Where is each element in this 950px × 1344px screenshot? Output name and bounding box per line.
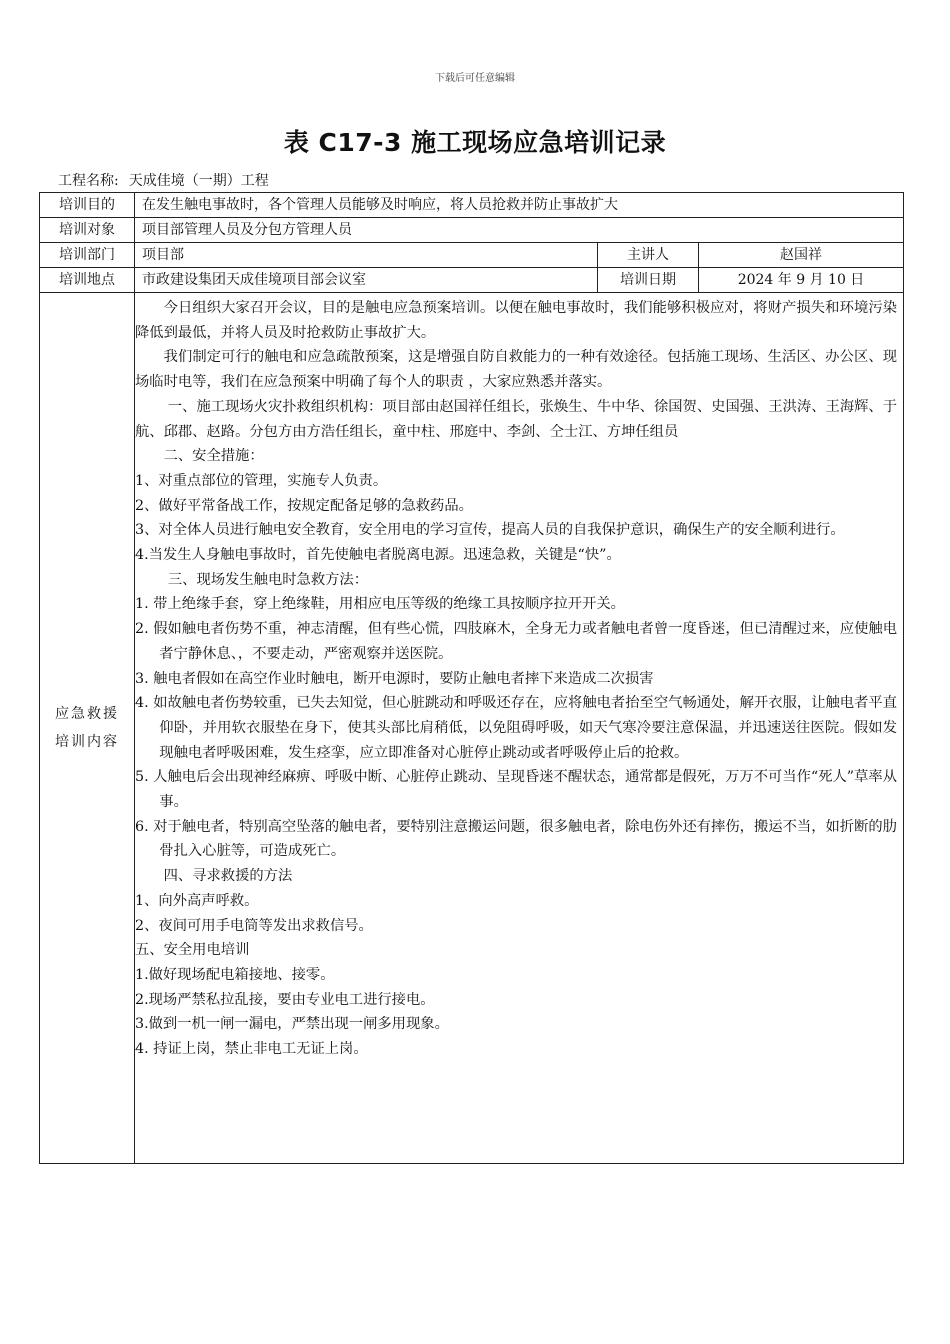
list-item: 1.做好现场配电箱接地、接零。 xyxy=(135,966,335,983)
department-value: 项目部 xyxy=(135,243,598,268)
content-section-1: 一、施工现场火灾扑救组织机构：项目部由赵国祥任组长，张焕生、牛中华、徐国贺、史国强、王洪涛、王海辉、于航、邱郡、赵路。分包方由方浩任组长，童中柱、邢庭中、李剑、仝士江、方坤任组员 xyxy=(135,398,898,440)
list-item: 2. 假如触电者伤势不重，神志清醒，但有些心慌，四肢麻木，全身无力或者触电者曾一度昏迷，但已清醒过来，应使触电者宁静休息、，不要走动，严密观察并送医院。 xyxy=(135,621,898,662)
row-purpose xyxy=(40,193,904,218)
list-item: 6. 对于触电者，特别高空坠落的触电者，要特别注意搬运问题，很多触电者，除电伤外还有摔伤，搬运不当，如折断的肋骨扎入心脏等，可造成死亡。 xyxy=(135,818,898,860)
section-3-title: 三、现场发生触电时急救方法： xyxy=(167,571,369,588)
speaker-label: 主讲人 xyxy=(598,243,699,268)
list-item: 3.做到一机一闸一漏电，严禁出现一闸多用现象。 xyxy=(135,1016,449,1033)
row-department xyxy=(40,243,904,268)
training-record-table xyxy=(39,192,904,1164)
document-title: 表 C17-3 施工现场应急培训记录 xyxy=(283,128,667,157)
section-2-title: 二、安全措施： xyxy=(163,448,264,465)
row-content xyxy=(40,293,904,1164)
department-label: 培训部门 xyxy=(40,243,135,268)
content-label xyxy=(40,293,135,1164)
list-item: 2、做好平常备战工作，按规定配备足够的急救药品。 xyxy=(135,497,473,514)
purpose-value: 在发生触电事故时，各个管理人员能够及时响应，将人员抢救并防止事故扩大 xyxy=(135,193,904,218)
list-item: 4. 如故触电者伤势较重，已失去知觉，但心脏跳动和呼吸还存在，应将触电者抬至空气畅通处，解开衣服，让触电者平直仰卧，并用软衣服垫在身下，使其头部比肩稍低，以免阻碍呼吸，如天气寒冷要注意保温，并迅速送往医院。假如发现触电者呼吸困难，发生痉挛，应立即准备对心脏停止跳动或者呼吸停止后的抢救。 xyxy=(135,695,898,761)
location-label: 培训地点 xyxy=(40,268,135,293)
list-item: 3、对全体人员进行触电安全教育，安全用电的学习宣传，提高人员的自我保护意识，确保生产的安全顺利进行。 xyxy=(135,522,845,539)
list-item: 1、向外高声呼救。 xyxy=(135,892,259,909)
section-5-title: 五、安全用电培训 xyxy=(135,942,250,959)
list-item: 5. 人触电后会出现神经麻痹、呼吸中断、心脏停止跳动、呈现昏迷不醒状态，通常都是假死，万万不可当作“死人”草率从事。 xyxy=(135,769,898,811)
date-label: 培训日期 xyxy=(598,268,699,293)
row-audience xyxy=(40,218,904,243)
header-note: 下载后可任意编辑 xyxy=(435,73,515,84)
list-item: 1、对重点部位的管理，实施专人负责。 xyxy=(135,472,388,489)
content-paragraph-2: 我们制定可行的触电和应急疏散预案，这是增强自防自救能力的一种有效途径。包括施工现场、生活区、办公区、现场临时电等，我们在应急预案中明确了每个人的职责 ，大家应熟悉并落实。 xyxy=(135,349,898,391)
list-item: 1. 带上绝缘手套，穿上绝缘鞋，用相应电压等级的绝缘工具按顺序拉开开关。 xyxy=(135,596,625,613)
row-location xyxy=(40,268,904,293)
list-item: 3. 触电者假如在高空作业时触电，断开电源时，要防止触电者摔下来造成二次损害 xyxy=(135,670,654,687)
list-item: 2.现场严禁私拉乱接，要由专业电工进行接电。 xyxy=(135,991,435,1008)
location-value: 市政建设集团天成佳境项目部会议室 xyxy=(135,268,598,293)
content-label-text: 应急救援培训内容 xyxy=(55,706,119,750)
content-paragraph-1: 今日组织大家召开会议，目的是触电应急预案培训。以便在触电事故时，我们能够积极应对，将财产损失和环境污染降低到最低，并将人员及时抢救防止事故扩大。 xyxy=(135,300,898,341)
section-4-title: 四、寻求救援的方法 xyxy=(163,868,293,885)
audience-value: 项目部管理人员及分包方管理人员 xyxy=(135,218,904,243)
audience-label: 培训对象 xyxy=(40,218,135,243)
speaker-value: 赵国祥 xyxy=(699,243,904,268)
project-line xyxy=(58,170,269,190)
date-value: 2024 年 9 月 10 日 xyxy=(699,268,904,293)
purpose-label: 培训目的 xyxy=(40,193,135,218)
content-body xyxy=(135,293,904,1164)
project-name: 天成佳境（一期）工程 xyxy=(128,173,269,189)
list-item: 4.当发生人身触电事故时，首先使触电者脱离电源。迅速急救，关键是“快”。 xyxy=(135,547,621,564)
project-label: 工程名称: xyxy=(58,173,119,189)
list-item: 2、夜间可用手电筒等发出求救信号。 xyxy=(135,917,373,934)
list-item: 4. 持证上岗，禁止非电工无证上岗。 xyxy=(135,1041,368,1058)
